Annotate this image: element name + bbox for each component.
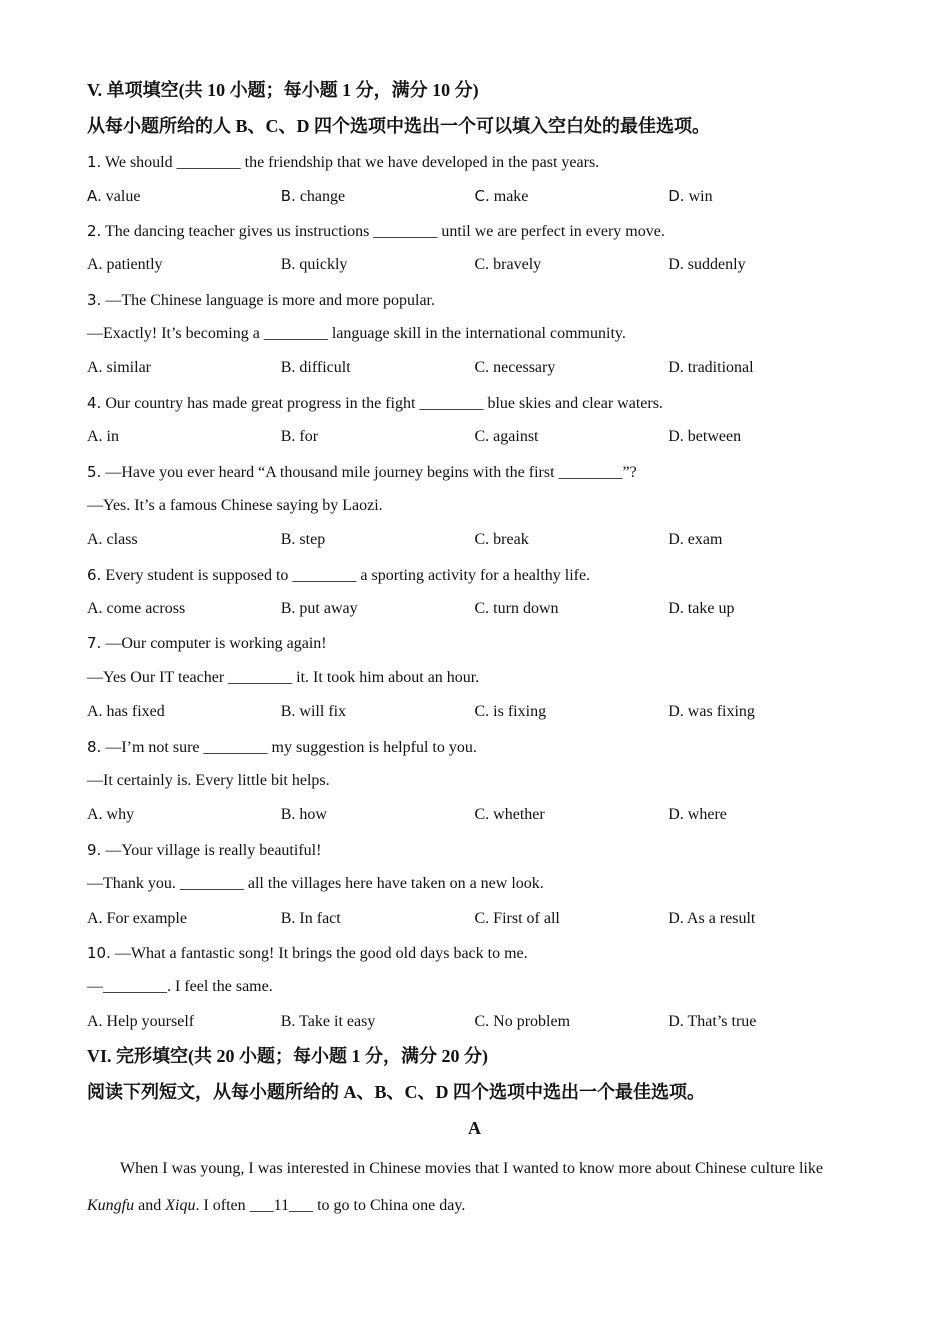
question-4-options xyxy=(87,423,862,457)
option-a[interactable]: A. Help yourself xyxy=(87,1012,195,1030)
passage-paragraph xyxy=(87,1150,862,1224)
option-a[interactable]: A. has fixed xyxy=(87,703,165,721)
question-1-options xyxy=(87,182,862,216)
question-number: 10. xyxy=(87,943,111,962)
option-d[interactable]: D. take up xyxy=(668,600,735,618)
passage-text: to go to China one day. xyxy=(313,1197,466,1215)
question-text: —Exactly! It’s becoming a ________ language skill in the international community. xyxy=(87,324,626,342)
option-c[interactable]: C. is fixing xyxy=(474,703,547,721)
question-number: 6. xyxy=(87,565,102,584)
section-6-heading: VI. 完形填空(共 20 小题；每小题 1 分，满分 20 分) xyxy=(87,1046,488,1067)
option-c[interactable]: C. No problem xyxy=(474,1012,571,1030)
passage-text: and xyxy=(134,1197,166,1215)
option-b[interactable]: B. will fix xyxy=(280,703,347,721)
section-5-heading: V. 单项填空(共 10 小题；每小题 1 分，满分 10 分) xyxy=(87,80,479,100)
option-b[interactable]: B. Take it easy xyxy=(280,1012,376,1030)
option-b[interactable]: B. quickly xyxy=(280,256,348,274)
question-8-options xyxy=(87,801,862,835)
question-7-options xyxy=(87,698,862,732)
question-number: 9. xyxy=(87,840,102,859)
question-text: —Your village is really beautiful! xyxy=(105,841,322,859)
question-5-line xyxy=(87,458,862,492)
question-text: —________. I feel the same. xyxy=(87,978,273,996)
question-text: We should ________ the friendship that we have developed in the past years. xyxy=(105,154,600,171)
option-c[interactable]: C. whether xyxy=(474,806,545,824)
option-a[interactable]: A. in xyxy=(87,428,119,446)
passage-title: A xyxy=(468,1118,481,1139)
option-c[interactable]: C. bravely xyxy=(474,256,542,274)
question-8-line xyxy=(87,767,862,801)
option-c[interactable]: C. turn down xyxy=(474,600,559,618)
option-a[interactable]: A. come across xyxy=(87,600,186,618)
exam-page xyxy=(87,76,862,1224)
question-list xyxy=(87,148,862,1042)
question-number: 8. xyxy=(87,737,102,756)
question-text: —Yes Our IT teacher ________ it. It took him about an hour. xyxy=(87,668,480,686)
question-text: —Yes. It’s a famous Chinese saying by Laozi. xyxy=(87,496,383,514)
question-number: 7. xyxy=(87,634,102,653)
section-5-instruction: 从每小题所给的人 B、C、D 四个选项中选出一个可以填入空白处的最佳选项。 xyxy=(87,116,711,136)
passage-text: When I was young, I was interested in Chinese movies that I wanted to know more about Chinese culture like xyxy=(120,1160,823,1178)
option-d[interactable]: D. exam xyxy=(668,531,723,549)
option-b[interactable]: B. step xyxy=(280,531,326,549)
option-b[interactable]: B. In fact xyxy=(280,909,341,927)
option-a[interactable]: A. For example xyxy=(87,909,187,927)
question-10-options xyxy=(87,1008,862,1042)
question-number: 4. xyxy=(87,393,102,412)
option-a[interactable]: A. why xyxy=(87,806,135,824)
option-c[interactable]: C. against xyxy=(474,428,539,446)
question-3-line xyxy=(87,286,862,320)
option-d[interactable]: D. That’s true xyxy=(668,1012,757,1030)
question-text: —Our computer is working again! xyxy=(105,635,327,653)
question-2-line xyxy=(87,217,862,251)
question-text: Our country has made great progress in the fight ________ blue skies and clear waters. xyxy=(105,394,663,412)
option-d[interactable]: D. win xyxy=(668,187,713,206)
question-9-line xyxy=(87,870,862,904)
passage-italic-xiqu: Xiqu xyxy=(165,1197,196,1215)
question-3-line xyxy=(87,320,862,354)
option-d[interactable]: D. traditional xyxy=(668,359,754,377)
option-d[interactable]: D. suddenly xyxy=(668,256,746,274)
option-c[interactable]: C. break xyxy=(474,531,529,549)
question-text: —The Chinese language is more and more popular. xyxy=(105,291,435,309)
question-5-line xyxy=(87,492,862,526)
question-10-line xyxy=(87,973,862,1007)
cloze-blank-11[interactable]: ___11___ xyxy=(249,1197,314,1215)
question-6-line xyxy=(87,561,862,595)
question-number: 1. xyxy=(87,153,102,171)
question-9-line xyxy=(87,836,862,870)
option-b[interactable]: B. how xyxy=(280,806,327,824)
question-7-line xyxy=(87,629,862,663)
question-text: —What a fantastic song! It brings the good old days back to me. xyxy=(114,944,528,962)
question-3-options xyxy=(87,354,862,388)
option-a[interactable]: A. value xyxy=(87,187,141,206)
option-c[interactable]: C. necessary xyxy=(474,359,556,377)
question-text: —I’m not sure ________ my suggestion is helpful to you. xyxy=(105,738,477,756)
option-d[interactable]: D. where xyxy=(668,806,727,824)
question-number: 2. xyxy=(87,221,102,240)
question-text: —Thank you. ________ all the villages here have taken on a new look. xyxy=(87,875,544,893)
option-d[interactable]: D. between xyxy=(668,428,742,446)
option-a[interactable]: A. similar xyxy=(87,359,151,377)
question-8-line xyxy=(87,733,862,767)
option-b[interactable]: B. put away xyxy=(280,600,358,618)
question-text: The dancing teacher gives us instructions ________ until we are perfect in every move. xyxy=(105,222,665,240)
question-4-line xyxy=(87,389,862,423)
question-5-options xyxy=(87,526,862,560)
question-number: 3. xyxy=(87,290,102,309)
option-b[interactable]: B. change xyxy=(280,187,346,206)
passage-text: . I often xyxy=(195,1197,250,1215)
passage-italic-kungfu: Kungfu xyxy=(87,1197,135,1215)
question-2-options xyxy=(87,251,862,285)
question-10-line xyxy=(87,939,862,973)
option-d[interactable]: D. As a result xyxy=(668,909,756,927)
question-text: Every student is supposed to ________ a sporting activity for a healthy life. xyxy=(105,566,591,584)
option-c[interactable]: C. make xyxy=(474,187,529,206)
question-text: —It certainly is. Every little bit helps. xyxy=(87,772,330,790)
option-b[interactable]: B. difficult xyxy=(280,359,351,377)
question-6-options xyxy=(87,595,862,629)
option-a[interactable]: A. patiently xyxy=(87,256,163,274)
option-d[interactable]: D. was fixing xyxy=(668,703,755,721)
section-6-instruction: 阅读下列短文，从每小题所给的 A、B、C、D 四个选项中选出一个最佳选项。 xyxy=(87,1082,705,1103)
question-1-line xyxy=(87,148,862,182)
option-c[interactable]: C. First of all xyxy=(474,909,560,927)
question-text: —Have you ever heard “A thousand mile journey begins with the first ________”? xyxy=(105,463,637,481)
question-number: 5. xyxy=(87,462,102,481)
question-9-options xyxy=(87,905,862,939)
question-7-line xyxy=(87,664,862,698)
option-a[interactable]: A. class xyxy=(87,531,138,549)
option-b[interactable]: B. for xyxy=(280,428,319,446)
